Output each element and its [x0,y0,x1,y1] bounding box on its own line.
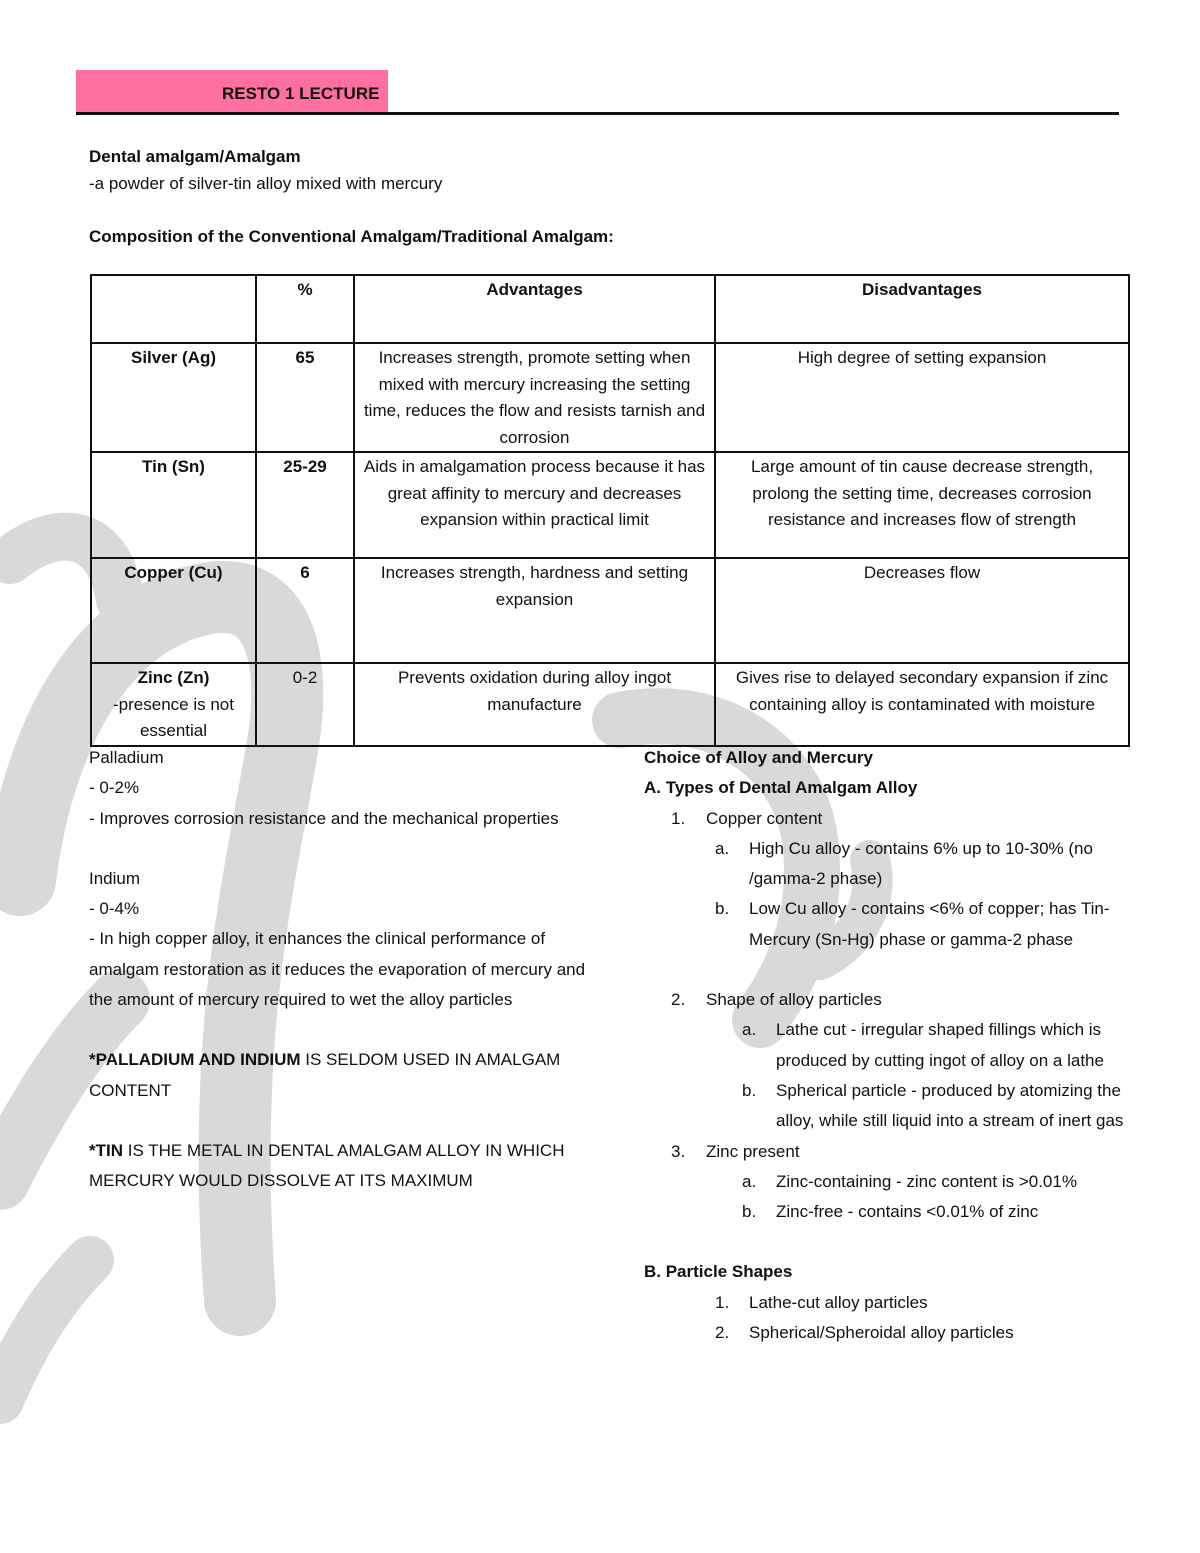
list-text: Zinc-containing - zinc content is >0.01% [776,1171,1077,1191]
list-text: Spherical/Spheroidal alloy particles [749,1323,1014,1343]
note-text: IS THE METAL IN DENTAL AMALGAM ALLOY IN WHICH MERCURY WOULD DISSOLVE AT ITS MAXIMUM [89,1140,565,1191]
disadvantages-cell: Gives rise to delayed secondary expansion if zinc containing alloy is contaminated with moisture [715,663,1129,746]
list-item [644,1137,1144,1167]
palladium-range: - 0-2% [89,778,140,798]
advantages-cell: Increases strength, hardness and setting expansion [354,558,715,663]
list-text: Low Cu alloy - contains <6% of copper; has Tin-Mercury (Sn-Hg) phase or gamma-2 phase [749,899,1110,949]
list-label: Copper content [706,808,823,828]
indium-desc: - In high copper alloy, it enhances the clinical performance of amalgam restoration as it reduces the evaporation of mercury and the amount of mercury required to wet the alloy particles [89,929,586,1010]
table-row [91,343,1129,452]
element-name: Silver (Ag) [130,348,217,367]
composition-table [90,274,1130,747]
list-text: High Cu alloy - contains 6% up to 10-30% (no /gamma-2 phase) [749,838,1093,889]
advantages-cell: Increases strength, promote setting when mixed with mercury increasing the setting time, reduces the flow and resists tarnish and corrosion [354,343,715,452]
table-header-cell: Advantages [354,275,715,343]
palladium-desc: - Improves corrosion resistance and the mechanical properties [89,808,559,828]
amalgam-definition: -a powder of silver-tin alloy mixed with mercury [89,174,443,193]
disadvantages-cell: High degree of setting expansion [715,343,1129,452]
header-tab [76,70,388,114]
note-bold: *PALLADIUM AND INDIUM [89,1050,301,1070]
left-column [89,743,609,1197]
list-letter: b. [715,899,730,919]
section-a-heading: A. Types of Dental Amalgam Alloy [644,778,918,798]
palladium-heading: Palladium [89,748,164,767]
list-number: 1. [671,808,686,828]
table-header-cell [91,275,256,343]
list-text: Spherical particle - produced by atomizing the alloy, while still liquid into a stream of inert gas [776,1080,1124,1131]
list-item [644,1076,1144,1137]
list-item [644,1318,1144,1348]
note-palladium-indium [89,1045,609,1106]
percent-cell: 65 [256,343,354,452]
list-letter: a. [715,838,730,858]
list-text: Lathe cut - irregular shaped fillings which is produced by cutting ingot of alloy on a lathe [776,1020,1104,1070]
element-name: Tin (Sn) [142,457,205,476]
section-title-amalgam: Dental amalgam/Amalgam [89,147,301,166]
table-header-cell: Disadvantages [715,275,1129,343]
element-name: Zinc (Zn) [137,668,210,687]
list-label: Zinc present [706,1141,800,1161]
list-letter: a. [742,1171,757,1191]
composition-title: Composition of the Conventional Amalgam/Traditional Amalgam: [89,227,614,246]
list-number: 2. [671,990,686,1010]
advantages-cell: Prevents oxidation during alloy ingot manufacture [354,663,715,746]
element-cell [91,452,256,558]
header-title: RESTO 1 LECTURE [222,84,380,103]
table-row [91,558,1129,663]
list-item [644,1015,1144,1076]
list-text: Lathe-cut alloy particles [749,1292,928,1312]
element-note: -presence is not essential [113,694,234,740]
table-header-cell: % [256,275,354,343]
percent-cell: 25-29 [256,452,354,558]
element-cell [91,558,256,663]
list-item [644,1288,1144,1318]
element-name: Copper (Cu) [124,563,223,582]
list-label: Shape of alloy particles [706,990,882,1010]
disadvantages-cell: Decreases flow [715,558,1129,663]
note-text: IS SELDOM USED IN AMALGAM CONTENT [89,1050,561,1100]
table-header-row [91,275,1129,343]
list-item [644,834,1144,895]
table-row [91,663,1129,746]
list-item [644,1197,1144,1227]
list-text: Zinc-free - contains <0.01% of zinc [776,1202,1039,1222]
list-item [644,804,1144,834]
indium-range: - 0-4% [89,899,140,919]
note-tin [89,1136,609,1197]
list-letter: b. [742,1202,757,1222]
list-letter: b. [742,1080,757,1100]
list-item [644,1167,1144,1197]
percent-cell: 0-2 [256,663,354,746]
note-bold: *TIN [89,1140,123,1160]
list-number: 3. [671,1141,686,1161]
section-b-heading: B. Particle Shapes [644,1262,793,1282]
list-item [644,894,1144,955]
table-row [91,452,1129,558]
list-number: 1. [715,1292,730,1312]
list-item [644,985,1144,1015]
indium-heading: Indium [89,868,141,888]
header-rule [76,112,1119,115]
percent-cell: 6 [256,558,354,663]
right-column [644,743,1144,1348]
list-number: 2. [715,1323,730,1343]
advantages-cell: Aids in amalgamation process because it has great affinity to mercury and decreases expansion within practical limit [354,452,715,558]
element-cell [91,663,256,746]
list-letter: a. [742,1020,757,1040]
disadvantages-cell: Large amount of tin cause decrease strength, prolong the setting time, decreases corrosion resistance and increases flow of strength [715,452,1129,558]
choice-title: Choice of Alloy and Mercury [644,748,873,767]
element-cell [91,343,256,452]
